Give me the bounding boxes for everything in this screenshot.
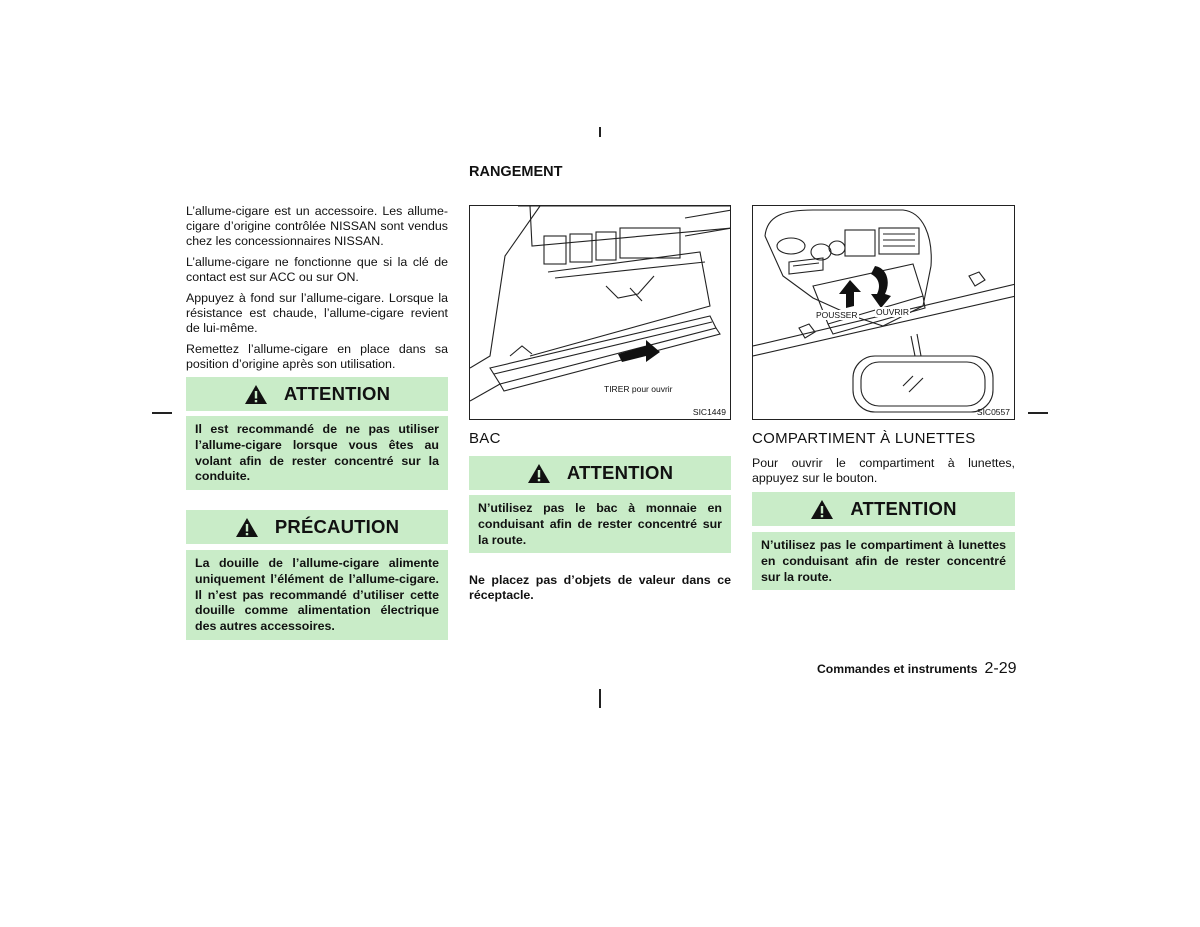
section-title: RANGEMENT <box>469 164 563 180</box>
bac-subtitle: BAC <box>469 430 501 447</box>
page-footer <box>817 660 1017 678</box>
precaution-header <box>186 510 448 544</box>
attention-title: ATTENTION <box>283 383 391 404</box>
paragraph: L’allume-cigare est un accessoire. Les allume-cigare d’origine contrôlée NISSAN sont vendus chez les concessionnaires NISSAN. <box>186 204 448 248</box>
attention-header <box>186 377 448 411</box>
glasses-subtitle: COMPARTIMENT À LUNETTES <box>752 430 976 447</box>
glasses-figure-code: SIC0557 <box>976 407 1010 417</box>
attention-header <box>752 492 1015 526</box>
attention-text: Il est recommandé de ne pas utiliser l’allume-cigare lorsque vous êtes au volant afin de rester concentré sur la conduite. <box>186 416 448 490</box>
crop-mark-top <box>599 127 601 137</box>
glasses-figure <box>752 205 1015 420</box>
attention-title: ATTENTION <box>566 462 674 483</box>
crop-mark-bottom <box>599 689 601 708</box>
paragraph: Remettez l’allume-cigare en place dans sa position d’origine après son utilisation. <box>186 342 448 371</box>
bac-note: Ne placez pas d’objets de valeur dans ce réceptacle. <box>469 573 731 602</box>
attention-text: N’utilisez pas le bac à monnaie en conduisant afin de rester concentré sur la route. <box>469 495 731 553</box>
precaution-title: PRÉCAUTION <box>274 516 400 537</box>
warning-triangle-icon <box>244 384 268 405</box>
page-number: 2-29 <box>984 660 1017 677</box>
tray-figure-code: SIC1449 <box>692 407 726 417</box>
open-label: OUVRIR <box>876 307 910 317</box>
push-label: POUSSER <box>816 310 858 320</box>
paragraph: L’allume-cigare ne fonctionne que si la clé de contact est sur ACC ou sur ON. <box>186 255 448 284</box>
attention-text: N’utilisez pas le compartiment à lunettes en conduisant afin de rester concentré sur la route. <box>752 532 1015 590</box>
crop-mark-left <box>152 412 172 414</box>
left-column-text <box>186 204 448 372</box>
tray-illustration <box>470 206 731 420</box>
warning-triangle-icon <box>810 499 834 520</box>
tray-figure-label: TIRER pour ouvrir <box>604 384 673 394</box>
footer-section-title: Commandes et instruments <box>817 662 978 676</box>
warning-triangle-icon <box>527 463 551 484</box>
attention-title: ATTENTION <box>850 498 957 519</box>
attention-header <box>469 456 731 490</box>
glasses-paragraph: Pour ouvrir le compartiment à lunettes, appuyez sur le bouton. <box>752 456 1015 485</box>
paragraph: Appuyez à fond sur l’allume-cigare. Lorsque la résistance est chaude, l’allume-cigare revient de lui-même. <box>186 291 448 335</box>
crop-mark-right <box>1028 412 1048 414</box>
tray-figure <box>469 205 731 420</box>
precaution-text: La douille de l’allume-cigare alimente uniquement l’élément de l’allume-cigare. Il n’est pas recommandé d’utiliser cette douille comme alimentation électrique des autres accessoires. <box>186 550 448 640</box>
warning-triangle-icon <box>235 517 259 538</box>
